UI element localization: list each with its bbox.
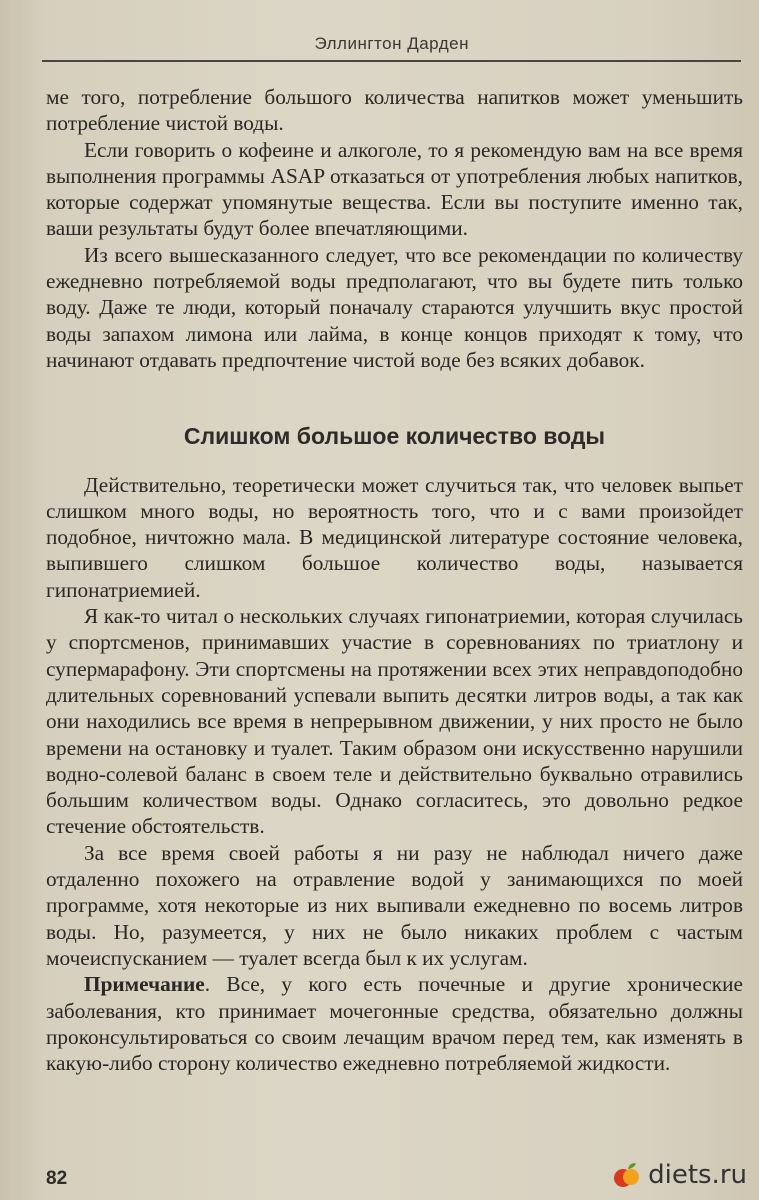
paragraph: За все время своей работы я ни разу не наблюдал ничего даже отдаленно похожего на отравление водой у занимающихся по моей программе, хотя некоторые из них выпивали ежедневно по восемь литров воды. Но, разумеется, у них не было никаких проблем с частым мочеиспусканием — туалет всегда был к их услугам.: [46, 840, 743, 970]
note-label: Примечание: [84, 972, 205, 997]
header-rule: [42, 60, 741, 62]
paragraph: Из всего вышесказанного следует, что все рекомендации по количеству ежедневно потребляемой воды предполагают, что вы будете пить только воду. Даже те люди, который поначалу стараются улучшить вкус простой воды запахом лимона или лайма, в конце концов приходят к тому, что начинают отдавать предпочтение чистой воде без всяких добавок.: [46, 242, 743, 372]
note-text: . Все, у кого есть почечные и другие хронические заболевания, кто принимает мочегонные средства, обязательно должны проконсультироваться со своим лечащим врачом перед тем, как изменять в какую-либо сторону количество ежедневно потребляемой жидкости.: [46, 972, 743, 1076]
apple-icon: [612, 1160, 642, 1190]
watermark-text: diets.ru: [648, 1160, 747, 1190]
section-heading: Слишком большое количество воды: [183, 423, 606, 450]
paragraph: ме того, потребление большого количества напитков может уменьшить потребление чистой воды.: [46, 85, 743, 136]
note-paragraph: [46, 971, 743, 1076]
paragraph: Действительно, теоретически может случиться так, что человек выпьет слишком много воды, но вероятность того, что и с вами произойдет подобное, ничтожно мала. В медицинской литературе состояние человека, выпившего слишком большое количество воды, называется гипонатриемией.: [46, 472, 743, 602]
paragraph: Если говорить о кофеине и алкоголе, то я рекомендую вам на все время выполнения программы ASAP отказаться от употребления любых напитков, которые содержат упомянутые вещества. Если вы поступите именно так, ваши результаты будут более впечатляющими.: [46, 137, 743, 241]
running-title: Эллингтон Дарден: [314, 34, 469, 53]
body-text: [46, 84, 743, 1076]
watermark: [612, 1160, 747, 1190]
page-number: 82: [46, 1168, 68, 1189]
paragraph: Я как-то читал о нескольких случаях гипонатриемии, которая случилась у спортсменов, принимавших участие в соревнованиях по триатлону и супермарафону. Эти спортсмены на протяжении всех этих неправдоподобно длительных соревнований успевали выпить десятки литров воды, а так как они находились все время в непрерывном движении, у них просто не было времени на остановку и туалет. Таким образом они искусственно нарушили водно-солевой баланс в своем теле и действительно буквально отравились большим количеством воды. Однако согласитесь, это довольно редкое стечение обстоятельств.: [46, 604, 743, 839]
